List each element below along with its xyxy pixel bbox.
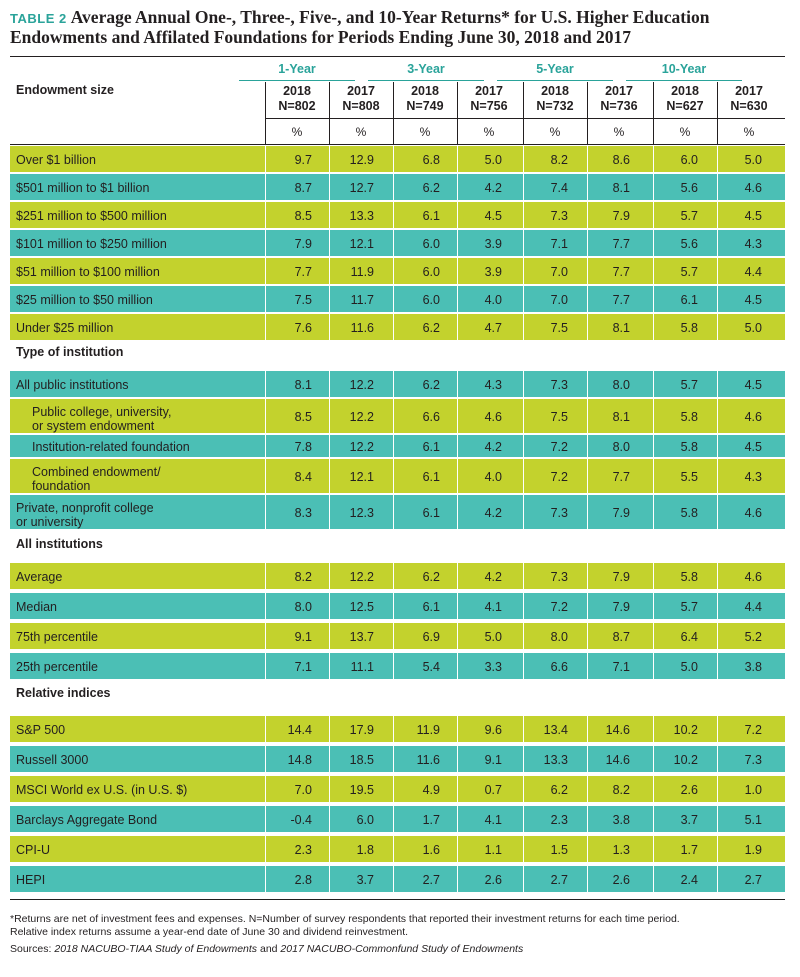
value-cell: 12.9 — [349, 153, 374, 167]
value-cell: 5.4 — [422, 660, 440, 674]
value-cell: 7.2 — [550, 440, 568, 454]
value-cell: 6.1 — [680, 293, 698, 307]
value-cell: 6.6 — [550, 660, 568, 674]
table-row — [10, 399, 785, 433]
table-row — [10, 286, 785, 312]
row-label: $501 million to $1 billion — [16, 181, 150, 195]
value-cell: 4.9 — [422, 783, 440, 797]
value-cell: 13.7 — [349, 630, 374, 644]
value-cell: 5.8 — [680, 440, 698, 454]
value-cell: 4.4 — [744, 600, 762, 614]
value-cell: 8.1 — [294, 378, 312, 392]
value-cell: 6.1 — [422, 470, 440, 484]
row-label: Public college, university, or system endowment — [32, 405, 172, 433]
value-cell: 1.1 — [484, 843, 502, 857]
footnote-returns: *Returns are net of investment fees and expenses. N=Number of survey respondents that reported their investment returns for each time period. Relative index returns assume a year-end date of June 30 and dividend reinvestment. — [10, 913, 680, 938]
table-row — [10, 202, 785, 228]
row-label: Combined endowment/ foundation — [32, 465, 161, 493]
table-row — [10, 563, 785, 589]
value-cell: 4.2 — [484, 570, 502, 584]
unit-label: % — [355, 125, 367, 139]
section-heading: Relative indices — [16, 686, 111, 700]
row-label: Private, nonprofit college or university — [16, 501, 154, 529]
column-header: 2017 N=756 — [470, 84, 508, 113]
value-cell: 4.5 — [744, 293, 762, 307]
value-cell: 7.9 — [612, 506, 630, 520]
value-cell: 7.9 — [612, 570, 630, 584]
value-cell: 11.6 — [416, 753, 440, 767]
value-cell: 5.0 — [744, 153, 762, 167]
value-cell: 13.4 — [543, 723, 568, 737]
value-cell: 7.0 — [550, 293, 568, 307]
row-label: Russell 3000 — [16, 753, 89, 767]
value-cell: 14.6 — [605, 723, 630, 737]
value-cell: 4.3 — [744, 470, 762, 484]
value-cell: 4.5 — [744, 378, 762, 392]
value-cell: 7.4 — [550, 181, 568, 195]
value-cell: 7.1 — [550, 237, 568, 251]
value-cell: -0.4 — [290, 813, 312, 827]
value-cell: 3.3 — [484, 660, 502, 674]
value-cell: 4.1 — [484, 813, 502, 827]
section-heading: All institutions — [16, 537, 103, 551]
value-cell: 8.0 — [612, 440, 630, 454]
table-row — [10, 806, 785, 832]
row-label: Under $25 million — [16, 321, 114, 335]
row-label: $25 million to $50 million — [16, 293, 153, 307]
value-cell: 3.9 — [484, 265, 502, 279]
table-row — [10, 230, 785, 256]
value-cell: 5.7 — [680, 600, 698, 614]
row-label: 25th percentile — [16, 660, 99, 674]
value-cell: 6.2 — [422, 570, 440, 584]
value-cell: 5.8 — [680, 506, 698, 520]
header-divider — [717, 82, 718, 144]
value-cell: 12.7 — [349, 181, 374, 195]
group-header: 5-Year — [536, 62, 574, 76]
table-row — [10, 371, 785, 397]
value-cell: 7.6 — [294, 321, 312, 335]
value-cell: 5.0 — [484, 153, 502, 167]
value-cell: 4.6 — [744, 570, 762, 584]
value-cell: 4.2 — [484, 506, 502, 520]
row-label-header: Endowment size — [16, 83, 114, 97]
row-label: Institution-related foundation — [32, 440, 190, 454]
header-divider — [653, 82, 654, 144]
value-cell: 6.2 — [422, 321, 440, 335]
unit-label: % — [549, 125, 561, 139]
header-divider — [329, 82, 330, 144]
group-underline — [626, 80, 742, 81]
value-cell: 1.6 — [422, 843, 440, 857]
value-cell: 4.6 — [484, 410, 502, 424]
table-title — [10, 8, 795, 47]
value-cell: 7.5 — [550, 410, 568, 424]
value-cell: 11.9 — [416, 723, 440, 737]
top-rule — [10, 56, 785, 57]
value-cell: 5.8 — [680, 321, 698, 335]
value-cell: 2.8 — [294, 873, 312, 887]
value-cell: 6.1 — [422, 209, 440, 223]
value-cell: 3.7 — [680, 813, 698, 827]
value-cell: 5.8 — [680, 410, 698, 424]
value-cell: 11.7 — [350, 293, 374, 307]
row-label: Barclays Aggregate Bond — [16, 813, 158, 827]
value-cell: 5.5 — [680, 470, 698, 484]
value-cell: 4.0 — [484, 470, 502, 484]
value-cell: 12.2 — [349, 570, 374, 584]
value-cell: 4.7 — [484, 321, 502, 335]
unit-label: % — [419, 125, 431, 139]
value-cell: 6.6 — [422, 410, 440, 424]
row-label: S&P 500 — [16, 723, 66, 737]
value-cell: 7.7 — [612, 293, 630, 307]
table-row — [10, 314, 785, 340]
header-divider — [457, 82, 458, 144]
value-cell: 8.0 — [550, 630, 568, 644]
value-cell: 9.7 — [294, 153, 312, 167]
header-bottom-rule — [10, 144, 785, 145]
value-cell: 1.9 — [744, 843, 762, 857]
value-cell: 8.4 — [294, 470, 312, 484]
value-cell: 1.0 — [744, 783, 762, 797]
value-cell: 8.0 — [294, 600, 312, 614]
value-cell: 10.2 — [673, 723, 698, 737]
value-cell: 7.2 — [550, 470, 568, 484]
table-row — [10, 435, 785, 457]
header-divider — [523, 82, 524, 144]
value-cell: 7.2 — [744, 723, 762, 737]
column-header: 2018 N=802 — [278, 84, 316, 113]
value-cell: 14.8 — [287, 753, 312, 767]
column-header: 2017 N=808 — [342, 84, 380, 113]
value-cell: 6.0 — [680, 153, 698, 167]
value-cell: 14.6 — [605, 753, 630, 767]
table-row — [10, 459, 785, 493]
table-row — [10, 716, 785, 742]
value-cell: 4.6 — [744, 506, 762, 520]
value-cell: 8.6 — [612, 153, 630, 167]
value-cell: 14.4 — [287, 723, 312, 737]
value-cell: 9.6 — [484, 723, 502, 737]
value-cell: 12.2 — [349, 378, 374, 392]
group-underline — [368, 80, 484, 81]
value-cell: 5.7 — [680, 265, 698, 279]
value-cell: 9.1 — [294, 630, 312, 644]
group-header: 3-Year — [407, 62, 445, 76]
value-cell: 5.7 — [680, 378, 698, 392]
value-cell: 6.9 — [422, 630, 440, 644]
title-line-2: Endowments and Affilated Foundations for Periods Ending June 30, 2018 and 2017 — [10, 27, 632, 47]
value-cell: 8.1 — [612, 181, 630, 195]
value-cell: 7.3 — [550, 570, 568, 584]
table-row — [10, 653, 785, 679]
value-cell: 6.0 — [422, 293, 440, 307]
value-cell: 7.1 — [612, 660, 630, 674]
value-cell: 6.0 — [356, 813, 374, 827]
group-underline — [497, 80, 613, 81]
table-tag: TABLE 2 — [10, 11, 67, 26]
value-cell: 7.9 — [294, 237, 312, 251]
value-cell: 2.6 — [612, 873, 630, 887]
value-cell: 1.7 — [680, 843, 698, 857]
value-cell: 5.0 — [484, 630, 502, 644]
value-cell: 6.0 — [422, 265, 440, 279]
value-cell: 6.2 — [422, 181, 440, 195]
value-cell: 11.1 — [350, 660, 374, 674]
value-cell: 8.1 — [612, 410, 630, 424]
value-cell: 5.1 — [744, 813, 762, 827]
table-row — [10, 776, 785, 802]
value-cell: 12.2 — [349, 410, 374, 424]
value-cell: 11.6 — [350, 321, 374, 335]
table-row — [10, 623, 785, 649]
sources-note: Sources: 2018 NACUBO-TIAA Study of Endowments and 2017 NACUBO-Commonfund Study of Endowments — [10, 943, 524, 955]
value-cell: 3.9 — [484, 237, 502, 251]
value-cell: 6.8 — [422, 153, 440, 167]
value-cell: 13.3 — [349, 209, 374, 223]
unit-label: % — [291, 125, 303, 139]
value-cell: 4.3 — [744, 237, 762, 251]
value-cell: 1.7 — [422, 813, 440, 827]
value-cell: 8.2 — [612, 783, 630, 797]
value-cell: 9.1 — [484, 753, 502, 767]
row-label: Median — [16, 600, 57, 614]
value-cell: 6.4 — [680, 630, 698, 644]
unit-label: % — [743, 125, 755, 139]
value-cell: 7.7 — [612, 470, 630, 484]
row-label: $51 million to $100 million — [16, 265, 160, 279]
value-cell: 4.6 — [744, 410, 762, 424]
value-cell: 0.7 — [484, 783, 502, 797]
value-cell: 5.7 — [680, 209, 698, 223]
value-cell: 4.3 — [484, 378, 502, 392]
value-cell: 8.5 — [294, 209, 312, 223]
column-header: 2017 N=630 — [730, 84, 768, 113]
value-cell: 4.6 — [744, 181, 762, 195]
value-cell: 7.8 — [294, 440, 312, 454]
table-row — [10, 258, 785, 284]
row-label: $251 million to $500 million — [16, 209, 167, 223]
value-cell: 1.5 — [550, 843, 568, 857]
value-cell: 2.3 — [550, 813, 568, 827]
value-cell: 5.8 — [680, 570, 698, 584]
value-cell: 6.1 — [422, 440, 440, 454]
table-row — [10, 746, 785, 772]
value-cell: 4.5 — [484, 209, 502, 223]
value-cell: 5.0 — [744, 321, 762, 335]
value-cell: 12.3 — [349, 506, 374, 520]
value-cell: 7.3 — [550, 209, 568, 223]
value-cell: 13.3 — [543, 753, 568, 767]
value-cell: 8.2 — [550, 153, 568, 167]
row-label: All public institutions — [16, 378, 129, 392]
header-divider — [587, 82, 588, 144]
value-cell: 12.5 — [349, 600, 374, 614]
unit-label: % — [483, 125, 495, 139]
value-cell: 2.7 — [422, 873, 440, 887]
value-cell: 2.3 — [294, 843, 312, 857]
value-cell: 18.5 — [349, 753, 374, 767]
table-row — [10, 146, 785, 172]
value-cell: 7.9 — [612, 600, 630, 614]
value-cell: 5.0 — [680, 660, 698, 674]
value-cell: 7.7 — [294, 265, 312, 279]
value-cell: 7.2 — [550, 600, 568, 614]
value-cell: 4.5 — [744, 209, 762, 223]
value-cell: 8.0 — [612, 378, 630, 392]
value-cell: 1.8 — [356, 843, 374, 857]
value-cell: 6.2 — [550, 783, 568, 797]
value-cell: 3.7 — [356, 873, 374, 887]
value-cell: 6.2 — [422, 378, 440, 392]
table-row — [10, 866, 785, 892]
value-cell: 2.6 — [484, 873, 502, 887]
value-cell: 7.0 — [294, 783, 312, 797]
value-cell: 8.7 — [612, 630, 630, 644]
value-cell: 7.7 — [612, 265, 630, 279]
bottom-rule — [10, 899, 785, 900]
value-cell: 8.7 — [294, 181, 312, 195]
value-cell: 5.6 — [680, 181, 698, 195]
value-cell: 4.4 — [744, 265, 762, 279]
value-cell: 10.2 — [673, 753, 698, 767]
value-cell: 2.7 — [744, 873, 762, 887]
header-divider — [393, 82, 394, 144]
row-label: Over $1 billion — [16, 153, 96, 167]
value-cell: 3.8 — [744, 660, 762, 674]
value-cell: 12.2 — [349, 440, 374, 454]
value-cell: 2.4 — [680, 873, 698, 887]
value-cell: 7.0 — [550, 265, 568, 279]
header-divider — [265, 82, 266, 144]
group-header: 1-Year — [278, 62, 316, 76]
column-header: 2018 N=732 — [536, 84, 574, 113]
value-cell: 7.5 — [294, 293, 312, 307]
value-cell: 7.5 — [550, 321, 568, 335]
value-cell: 5.6 — [680, 237, 698, 251]
value-cell: 1.3 — [612, 843, 630, 857]
value-cell: 5.2 — [744, 630, 762, 644]
value-cell: 8.3 — [294, 506, 312, 520]
value-cell: 2.7 — [550, 873, 568, 887]
value-cell: 8.2 — [294, 570, 312, 584]
value-cell: 7.3 — [744, 753, 762, 767]
value-cell: 7.3 — [550, 378, 568, 392]
row-label: HEPI — [16, 873, 46, 887]
value-cell: 19.5 — [349, 783, 374, 797]
value-cell: 3.8 — [612, 813, 630, 827]
row-label: MSCI World ex U.S. (in U.S. $) — [16, 783, 188, 797]
value-cell: 6.1 — [422, 506, 440, 520]
value-cell: 7.9 — [612, 209, 630, 223]
row-label: CPI-U — [16, 843, 51, 857]
value-cell: 7.3 — [550, 506, 568, 520]
value-cell: 4.2 — [484, 181, 502, 195]
value-cell: 17.9 — [349, 723, 374, 737]
value-cell: 7.1 — [294, 660, 312, 674]
value-cell: 6.0 — [422, 237, 440, 251]
value-cell: 4.5 — [744, 440, 762, 454]
title-line-1: Average Annual One-, Three-, Five-, and 10-Year Returns* for U.S. Higher Education — [70, 7, 710, 27]
value-cell: 4.2 — [484, 440, 502, 454]
table-row — [10, 593, 785, 619]
value-cell: 4.0 — [484, 293, 502, 307]
value-cell: 7.7 — [612, 237, 630, 251]
value-cell: 4.1 — [484, 600, 502, 614]
column-header: 2017 N=736 — [600, 84, 638, 113]
row-label: $101 million to $250 million — [16, 237, 167, 251]
section-heading: Type of institution — [16, 345, 124, 359]
group-underline — [239, 80, 355, 81]
value-cell: 11.9 — [350, 265, 374, 279]
table-row — [10, 174, 785, 200]
value-cell: 8.1 — [612, 321, 630, 335]
group-header: 10-Year — [661, 62, 707, 76]
column-header: 2018 N=627 — [666, 84, 704, 113]
value-cell: 12.1 — [349, 470, 374, 484]
unit-label: % — [613, 125, 625, 139]
value-cell: 2.6 — [680, 783, 698, 797]
row-label: 75th percentile — [16, 630, 99, 644]
table-row — [10, 836, 785, 862]
column-header: 2018 N=749 — [406, 84, 444, 113]
table-row — [10, 495, 785, 529]
unit-label: % — [679, 125, 691, 139]
header-mid-rule — [265, 118, 785, 119]
value-cell: 12.1 — [349, 237, 374, 251]
value-cell: 6.1 — [422, 600, 440, 614]
row-label: Average — [16, 570, 63, 584]
value-cell: 8.5 — [294, 410, 312, 424]
